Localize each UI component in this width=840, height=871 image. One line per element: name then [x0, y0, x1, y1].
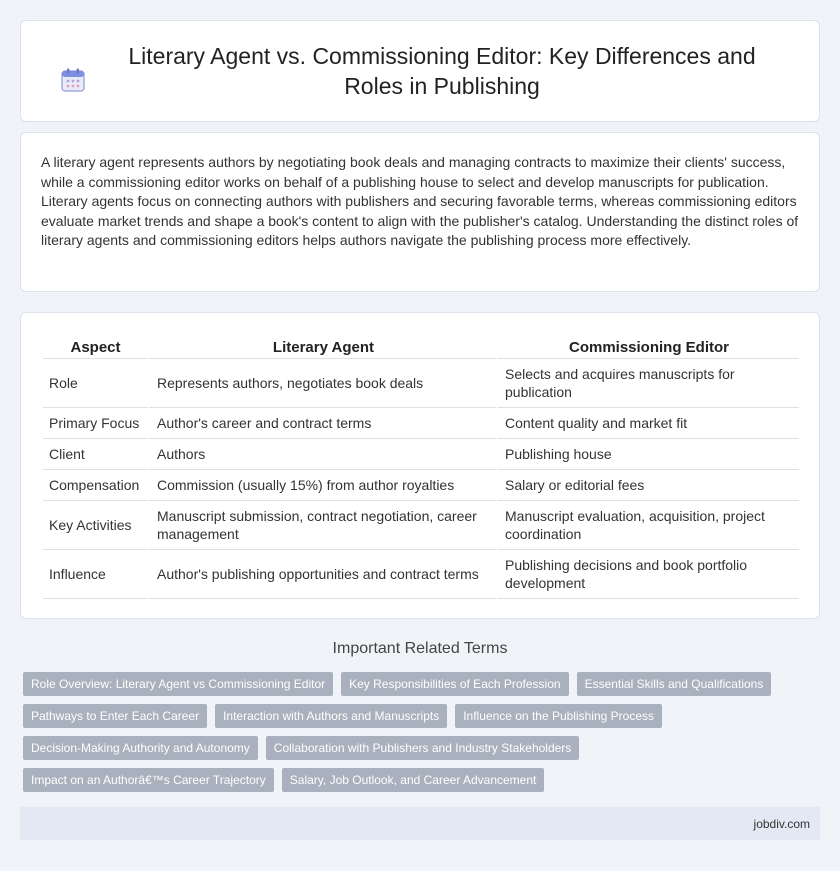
- related-term-tag[interactable]: Key Responsibilities of Each Profession: [341, 672, 568, 696]
- related-term-tag[interactable]: Decision-Making Authority and Autonomy: [23, 736, 258, 760]
- related-term-tag[interactable]: Influence on the Publishing Process: [455, 704, 662, 728]
- tag-row: [23, 672, 823, 696]
- related-term-tag[interactable]: Salary, Job Outlook, and Career Advancement: [282, 768, 545, 792]
- table-cell: Salary or editorial fees: [496, 470, 799, 501]
- table-row: [43, 439, 799, 470]
- table-cell: Selects and acquires manuscripts for publication: [496, 359, 799, 408]
- header-aspect: Aspect: [43, 333, 148, 359]
- table-cell: Key Activities: [43, 501, 148, 550]
- tag-row: [23, 736, 823, 760]
- table-cell: Influence: [43, 550, 148, 599]
- table-cell: Author's publishing opportunities and contract terms: [148, 550, 496, 599]
- header-commissioning-editor: Commissioning Editor: [496, 333, 799, 359]
- related-terms-heading: Important Related Terms: [332, 640, 508, 657]
- table-row: [43, 501, 799, 550]
- table-cell: Publishing decisions and book portfolio development: [496, 550, 799, 599]
- table-header-row: [43, 333, 799, 359]
- table-cell: Publishing house: [496, 439, 799, 470]
- table-cell: Compensation: [43, 470, 148, 501]
- footer-site-link[interactable]: jobdiv.com: [753, 816, 810, 831]
- related-term-tag[interactable]: Role Overview: Literary Agent vs Commissioning Editor: [23, 672, 333, 696]
- intro-paragraph: A literary agent represents authors by negotiating book deals and managing contracts to maximize their clients' success, while a commissioning editor works on behalf of a publishing house to select and develop manuscripts for publication. Literary agents focus on connecting authors with publishers and securing favorable terms, whereas commissioning editors evaluate market trends and shape a book's content to align with the publisher's catalog. Understanding the distinct roles of literary agents and commissioning editors helps authors navigate the publishing process more effectively.: [41, 154, 799, 248]
- table-row: [43, 359, 799, 408]
- table-row: [43, 550, 799, 599]
- comparison-card: [20, 312, 820, 619]
- table-cell: Represents authors, negotiates book deals: [148, 359, 496, 408]
- tag-row: [23, 704, 823, 728]
- table-cell: Authors: [148, 439, 496, 470]
- title-card: [20, 20, 820, 122]
- table-row: [43, 470, 799, 501]
- related-term-tag[interactable]: Collaboration with Publishers and Industry Stakeholders: [266, 736, 580, 760]
- table-cell: Client: [43, 439, 148, 470]
- table-cell: Commission (usually 15%) from author royalties: [148, 470, 496, 501]
- table-row: [43, 408, 799, 439]
- related-term-tag[interactable]: Essential Skills and Qualifications: [577, 672, 772, 696]
- intro-card: [20, 132, 820, 292]
- table-cell: Role: [43, 359, 148, 408]
- related-term-tag[interactable]: Impact on an Authorâ€™s Career Trajectory: [23, 768, 274, 792]
- table-cell: Content quality and market fit: [496, 408, 799, 439]
- page-title: Literary Agent vs. Commissioning Editor: Key Differences and Roles in Publishing: [128, 43, 756, 99]
- related-term-tag[interactable]: Pathways to Enter Each Career: [23, 704, 207, 728]
- title-wrap: [60, 41, 780, 101]
- table-cell: Primary Focus: [43, 408, 148, 439]
- table-cell: Manuscript evaluation, acquisition, project coordination: [496, 501, 799, 550]
- calendar-icon: [60, 67, 86, 93]
- footer: [20, 807, 820, 840]
- table-cell: Author's career and contract terms: [148, 408, 496, 439]
- tag-row: [23, 768, 823, 792]
- table-cell: Manuscript submission, contract negotiation, career management: [148, 501, 496, 550]
- related-terms-tags: [23, 672, 823, 800]
- comparison-table: [43, 333, 799, 599]
- related-term-tag[interactable]: Interaction with Authors and Manuscripts: [215, 704, 447, 728]
- header-literary-agent: Literary Agent: [148, 333, 496, 359]
